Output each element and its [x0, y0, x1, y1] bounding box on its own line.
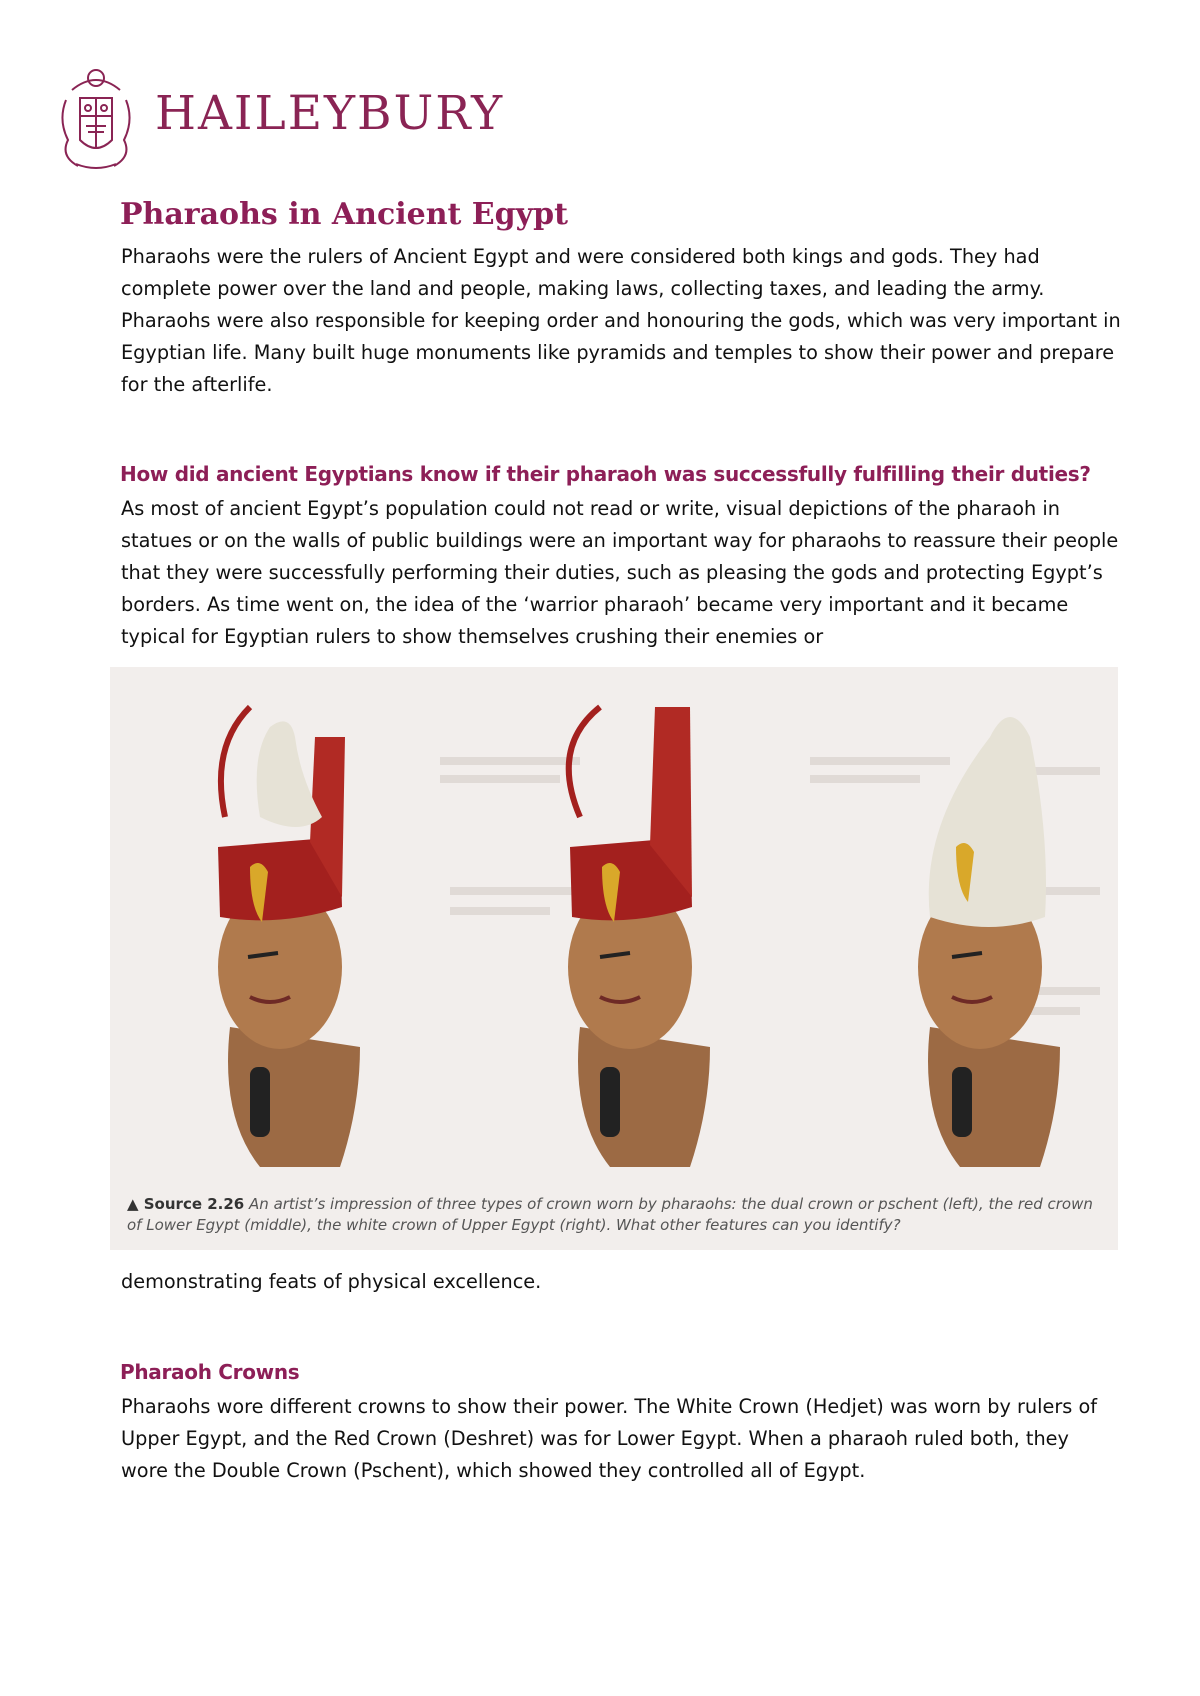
crowns-illustration	[110, 667, 1118, 1187]
crowns-figure	[110, 667, 1118, 1250]
brand-wordmark: HAILEYBURY	[155, 86, 505, 141]
haileybury-crest-logo	[54, 60, 138, 176]
intro-paragraph: Pharaohs were the rulers of Ancient Egypt and were considered both kings and gods. They had complete power over the land and people, making laws, collecting taxes, and leading the army. Pharaohs were also responsible for keeping order and honouring the gods, which was very important in Egyptian life. Many built huge monuments like pyramids and temples to show their power and prepare for the afterlife.	[121, 245, 1121, 396]
section-heading-duties: How did ancient Egyptians know if their pharaoh was successfully fulfilling their duties?	[120, 462, 1091, 486]
figure-source-label: ▲ Source 2.26	[127, 1195, 245, 1213]
section-duties-continuation: demonstrating feats of physical excellence.	[121, 1270, 542, 1293]
section-crowns-body: Pharaohs wore different crowns to show their power. The White Crown (Hedjet) was worn by rulers of Upper Egypt, and the Red Crown (Deshret) was for Lower Egypt. When a pharaoh ruled both, they wore the Double Crown (Pschent), which showed they controlled all of Egypt.	[121, 1395, 1098, 1482]
white-crown-pharaoh	[918, 717, 1060, 1167]
figure-caption	[127, 1194, 1107, 1236]
double-crown-pharaoh	[218, 707, 360, 1167]
red-crown-pharaoh	[568, 707, 710, 1167]
section-duties-body: As most of ancient Egypt’s population could not read or write, visual depictions of the pharaoh in statues or on the walls of public buildings were an important way for pharaohs to reassure their people that they were successfully performing their duties, such as pleasing the gods and protecting Egypt’s borders. As time went on, the idea of the ‘warrior pharaoh’ became very important and it became typical for Egyptian rulers to show themselves crushing their enemies or	[121, 497, 1119, 648]
page-title: Pharaohs in Ancient Egypt	[120, 197, 568, 232]
figure-caption-text: An artist’s impression of three types of crown worn by pharaohs: the dual crown or pschent (left), the red crown of Lower Egypt (middle), the white crown of Upper Egypt (right). What other features can you identify?	[127, 1195, 1093, 1234]
section-heading-crowns: Pharaoh Crowns	[120, 1360, 300, 1384]
